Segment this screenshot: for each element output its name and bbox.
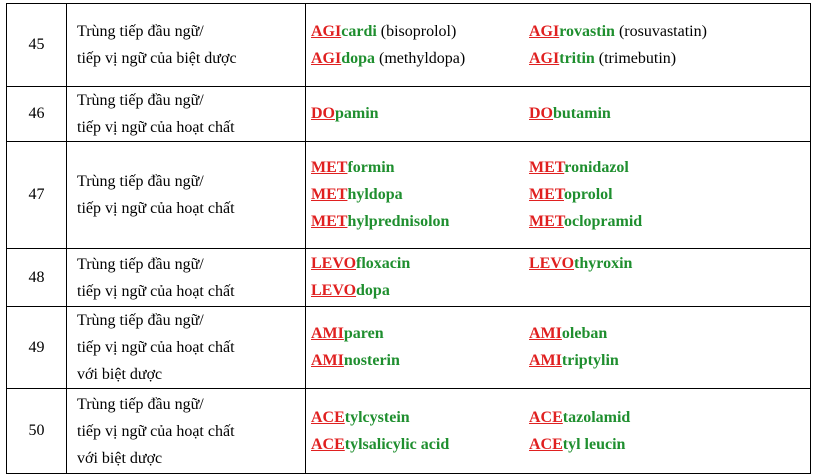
description-line: với biệt dược [77, 366, 163, 383]
row-number: 46 [7, 87, 67, 142]
drug-prefix: AGI [529, 22, 560, 40]
drug-suffix: oleban [561, 325, 608, 342]
drug-suffix: formin [347, 159, 395, 176]
row-number: 45 [7, 4, 67, 87]
drug-prefix: DO [311, 105, 335, 122]
drug-prefix: LEVO [529, 255, 575, 272]
description-line: Trùng tiếp đầu ngữ/ [77, 92, 204, 109]
drug-suffix: dopa [341, 49, 376, 67]
drug-name [311, 159, 529, 177]
drug-name [529, 23, 747, 41]
description-line: Trùng tiếp đầu ngữ/ [77, 312, 204, 329]
drug-prefix: MET [529, 186, 564, 203]
row-description [67, 87, 306, 142]
description-line: Trùng tiếp đầu ngữ/ [77, 395, 204, 413]
table-body [7, 4, 811, 474]
drug-prefix: ACE [529, 435, 563, 453]
drug-name [529, 436, 747, 454]
row-number: 49 [7, 307, 67, 389]
drug-prefix: AMI [529, 325, 562, 342]
drug-name [529, 255, 747, 273]
drug-line [311, 251, 810, 278]
drug-suffix: hyldopa [347, 186, 403, 203]
table-row [7, 389, 811, 474]
drug-prefix: ACE [311, 435, 345, 453]
drug-note: (trimebutin) [594, 49, 677, 67]
drug-name [311, 186, 529, 204]
row-description [67, 249, 306, 307]
drug-suffix: tylsalicylic acid [344, 435, 450, 453]
drug-suffix: paren [343, 325, 384, 342]
drug-prefix: AGI [311, 49, 342, 67]
drug-suffix: oprolol [563, 186, 613, 203]
drug-suffix: dopa [356, 282, 390, 299]
drug-names [306, 389, 811, 474]
table-row [7, 249, 811, 307]
table-row [7, 307, 811, 389]
drug-names [306, 142, 811, 249]
drug-line [311, 101, 810, 128]
drug-prefix: DO [529, 105, 553, 122]
drug-name [529, 213, 747, 231]
drug-prefix: ACE [311, 408, 345, 426]
drug-line [311, 45, 810, 72]
drug-note: (bisoprolol) [376, 22, 457, 40]
drug-name [311, 436, 529, 454]
drug-prefix: AGI [311, 22, 342, 40]
drug-line [311, 18, 810, 45]
drug-line [311, 155, 810, 182]
drug-prefix: MET [529, 213, 564, 230]
drug-suffix: pamin [335, 105, 379, 122]
drug-names [306, 249, 811, 307]
drug-name [529, 409, 747, 427]
drug-suffix: tritin [559, 49, 595, 67]
drug-name [529, 105, 747, 123]
drug-suffix: triptylin [561, 352, 619, 369]
drug-names [306, 87, 811, 142]
row-number: 47 [7, 142, 67, 249]
drug-name [311, 325, 529, 343]
drug-line [311, 209, 810, 236]
drug-suffix: tazolamid [562, 408, 631, 426]
drug-note: (rosuvastatin) [614, 22, 707, 40]
drug-name [311, 213, 529, 231]
table-row [7, 142, 811, 249]
drug-suffix: hylprednisolon [347, 213, 450, 230]
drug-line [311, 182, 810, 209]
drug-name [311, 409, 529, 427]
drug-name [529, 50, 747, 68]
drug-suffix: nosterin [343, 352, 400, 369]
description-line: tiếp vị ngữ của hoạt chất [77, 339, 235, 356]
drug-prefix: LEVO [311, 282, 357, 299]
description-line: với biệt dược [77, 449, 163, 467]
drug-name [529, 325, 747, 343]
drug-suffix: butamin [553, 105, 611, 122]
drug-name [311, 352, 529, 370]
description-line: Trùng tiếp đầu ngữ/ [77, 255, 204, 273]
description-line: tiếp vị ngữ của hoạt chất [77, 422, 235, 440]
drug-prefix: ACE [529, 408, 563, 426]
drug-name [529, 159, 747, 177]
drug-suffix: tylcystein [344, 408, 410, 426]
drug-name [529, 352, 747, 370]
row-number: 48 [7, 249, 67, 307]
description-line: Trùng tiếp đầu ngữ/ [77, 23, 204, 40]
drug-suffix: cardi [341, 22, 377, 40]
drug-prefix: MET [529, 159, 565, 176]
drug-prefix: MET [311, 186, 348, 203]
drug-names [306, 307, 811, 389]
drug-name-table [6, 3, 811, 474]
row-description [67, 389, 306, 474]
drug-prefix: AMI [311, 352, 344, 369]
drug-name [311, 23, 529, 41]
drug-suffix: thyroxin [574, 255, 633, 272]
drug-name [311, 105, 529, 123]
drug-prefix: MET [311, 159, 348, 176]
drug-prefix: AGI [529, 49, 560, 67]
drug-line [311, 404, 810, 431]
drug-name [529, 186, 747, 204]
description-line: tiếp vị ngữ của biệt dược [77, 50, 237, 67]
drug-suffix: oclopramid [563, 213, 643, 230]
drug-name [311, 255, 529, 273]
drug-prefix: AMI [529, 352, 562, 369]
drug-line [311, 278, 810, 305]
drug-prefix: LEVO [311, 255, 357, 272]
row-description [67, 4, 306, 87]
drug-suffix: ronidazol [564, 159, 629, 176]
drug-line [311, 348, 810, 375]
drug-prefix: MET [311, 213, 348, 230]
table-row [7, 4, 811, 87]
table-row [7, 87, 811, 142]
drug-name [311, 282, 529, 300]
drug-names [306, 4, 811, 87]
drug-line [311, 321, 810, 348]
description-line: Trùng tiếp đầu ngữ/ [77, 173, 204, 190]
drug-suffix: tyl leucin [562, 435, 626, 453]
drug-suffix: rovastin [559, 22, 615, 40]
row-description [67, 307, 306, 389]
row-number: 50 [7, 389, 67, 474]
description-line: tiếp vị ngữ của hoạt chất [77, 282, 235, 300]
drug-line [311, 431, 810, 458]
drug-note: (methyldopa) [375, 49, 466, 67]
drug-prefix: AMI [311, 325, 344, 342]
description-line: tiếp vị ngữ của hoạt chất [77, 119, 235, 136]
drug-name [311, 50, 529, 68]
description-line: tiếp vị ngữ của hoạt chất [77, 200, 235, 217]
drug-suffix: floxacin [356, 255, 411, 272]
row-description [67, 142, 306, 249]
